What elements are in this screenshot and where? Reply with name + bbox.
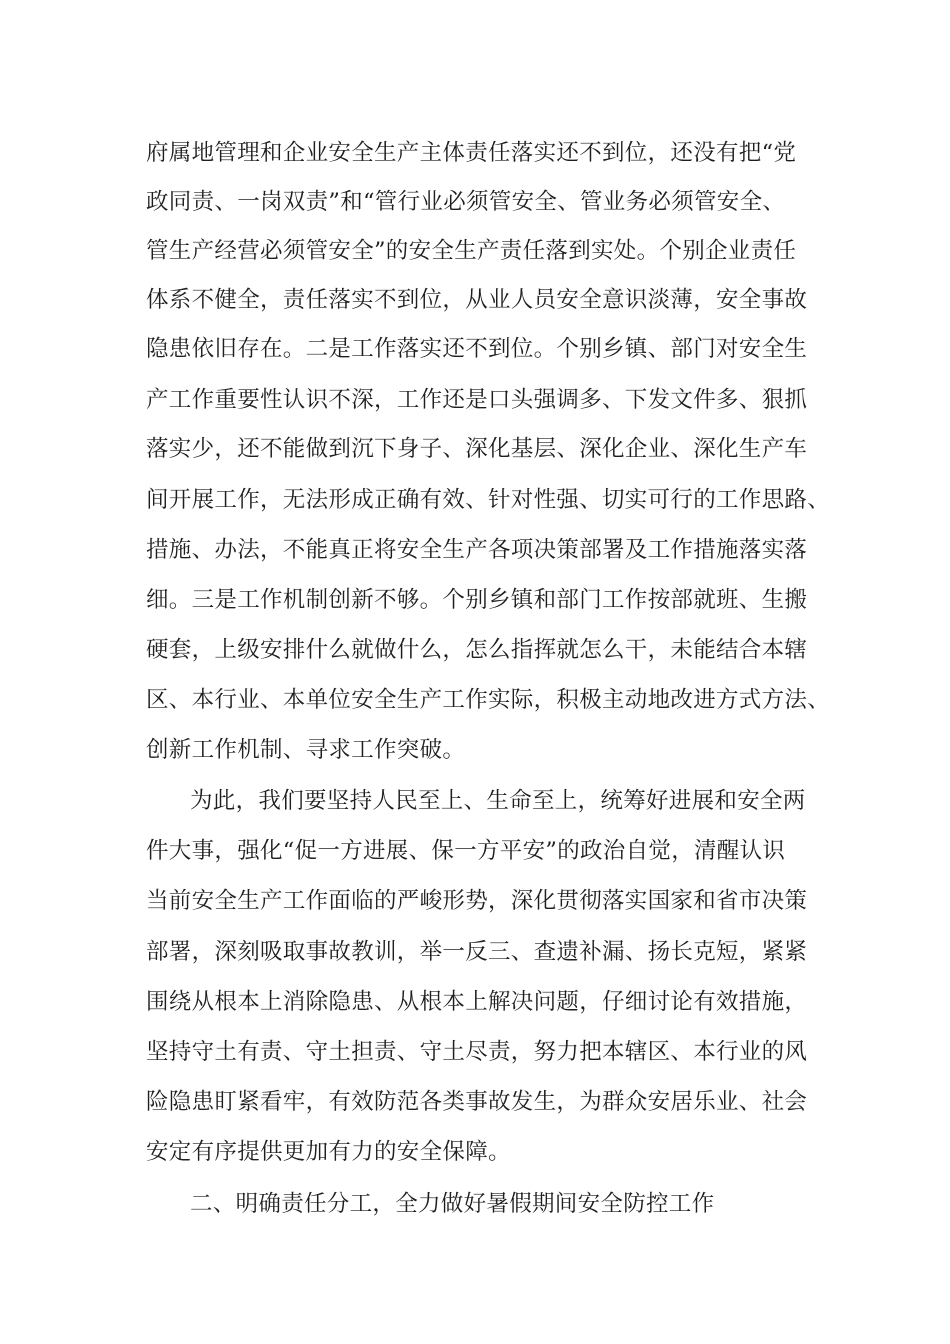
paragraph-1-line-10: 细。三是工作机制创新不够。个别乡镇和部门工作按部就班、生搬	[146, 587, 808, 613]
paragraph-2-line-2: 件大事，强化“促一方进展、保一方平安”的政治自觉，清醒认识	[146, 838, 786, 864]
paragraph-2-line-8: 安定有序提供更加有力的安全保障。	[146, 1139, 511, 1165]
paragraph-1-line-1: 府属地管理和企业安全生产主体责任落实还不到位，还没有把“党	[146, 140, 797, 166]
paragraph-1-line-8: 间开展工作，无法形成正确有效、针对性强、切实可行的工作思路、	[146, 487, 831, 513]
paragraph-1-line-4: 体系不健全，责任落实不到位，从业人员安全意识淡薄，安全事故	[146, 287, 808, 313]
paragraph-1-line-13: 创新工作机制、寻求工作突破。	[146, 737, 466, 763]
paragraph-2-line-1: 为此，我们要坚持人民至上、生命至上，统筹好进展和安全两	[190, 788, 806, 814]
section-heading: 二、明确责任分工，全力做好暑假期间安全防控工作	[190, 1191, 715, 1217]
paragraph-2-line-4: 部署，深刻吸取事故教训，举一反三、查遗补漏、扬长克短，紧紧	[146, 939, 808, 965]
paragraph-2-line-5: 围绕从根本上消除隐患、从根本上解决问题，仔细讨论有效措施，	[146, 989, 808, 1015]
paragraph-1-line-7: 落实少，还不能做到沉下身子、深化基层、深化企业、深化生产车	[146, 436, 808, 462]
paragraph-1-line-3: 管生产经营必须管安全”的安全生产责任落到实处。个别企业责任	[146, 238, 797, 264]
paragraph-1-line-9: 措施、办法，不能真正将安全生产各项决策部署及工作措施落实落	[146, 537, 808, 563]
paragraph-1-line-5: 隐患依旧存在。二是工作落实还不到位。个别乡镇、部门对安全生	[146, 336, 808, 362]
paragraph-2-line-7: 险隐患盯紧看牢，有效防范各类事故发生，为群众安居乐业、社会	[146, 1089, 808, 1115]
paragraph-1-line-6: 产工作重要性认识不深，工作还是口头强调多、下发文件多、狠抓	[146, 387, 808, 413]
paragraph-1-line-11: 硬套，上级安排什么就做什么，怎么指挥就怎么干，未能结合本辖	[146, 637, 808, 663]
paragraph-1-line-12: 区、本行业、本单位安全生产工作实际，积极主动地改进方式方法、	[146, 687, 831, 713]
paragraph-2-line-3: 当前安全生产工作面临的严峻形势，深化贯彻落实国家和省市决策	[146, 888, 808, 914]
paragraph-2-line-6: 坚持守土有责、守土担责、守土尽责，努力把本辖区、本行业的风	[146, 1039, 808, 1065]
paragraph-1-line-2: 政同责、一岗双责”和“管行业必须管安全、管业务必须管安全、	[146, 189, 786, 215]
